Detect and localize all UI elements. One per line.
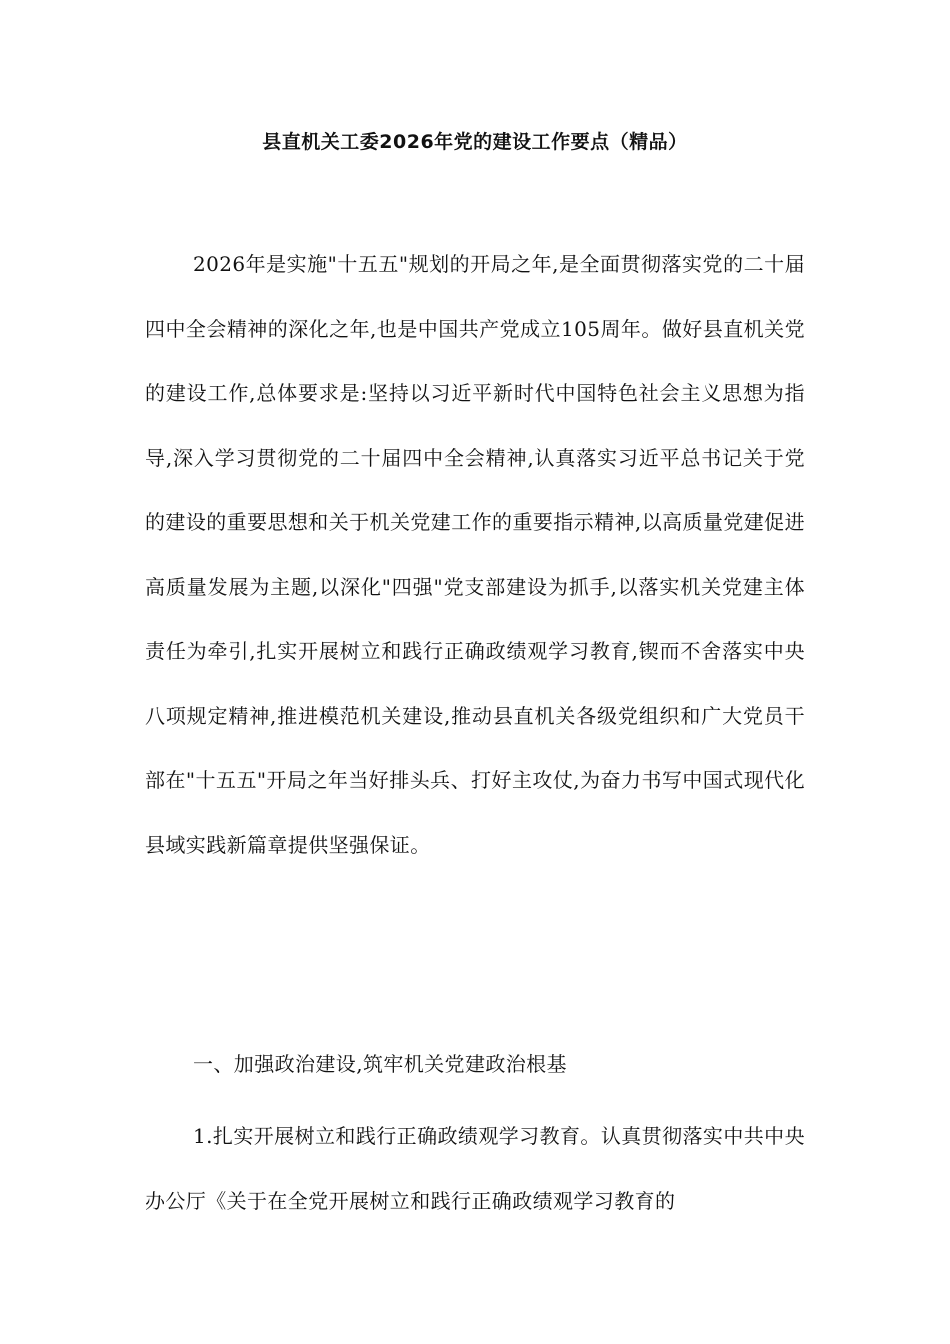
intro-paragraph: 2026年是实施"十五五"规划的开局之年,是全面贯彻落实党的二十届四中全会精神的深化之年,也是中国共产党成立105周年。做好县直机关党的建设工作,总体要求是:坚持以习近平新时代中国特色社会主义思想为指导,深入学习贯彻党的二十届四中全会精神,认真落实习近平总书记关于党的建设的重要思想和关于机关党建工作的重要指示精神,以高质量党建促进高质量发展为主题,以深化"四强"党支部建设为抓手,以落实机关党建主体责任为牵引,扎实开展树立和践行正确政绩观学习教育,锲而不舍落实中央八项规定精神,推进模范机关建设,推动县直机关各级党组织和广大党员干部在"十五五"开局之年当好排头兵、打好主攻仗,为奋力书写中国式现代化县域实践新篇章提供坚强保证。 xyxy=(145,252,805,857)
section-heading: 一、加强政治建设,筑牢机关党建政治根基 xyxy=(193,1052,567,1076)
item-paragraph: 1.扎实开展树立和践行正确政绩观学习教育。认真贯彻落实中共中央办公厅《关于在全党开展树立和践行正确政绩观学习教育的 xyxy=(145,1124,805,1213)
document-title: 县直机关工委2026年党的建设工作要点（精品） xyxy=(262,131,688,153)
